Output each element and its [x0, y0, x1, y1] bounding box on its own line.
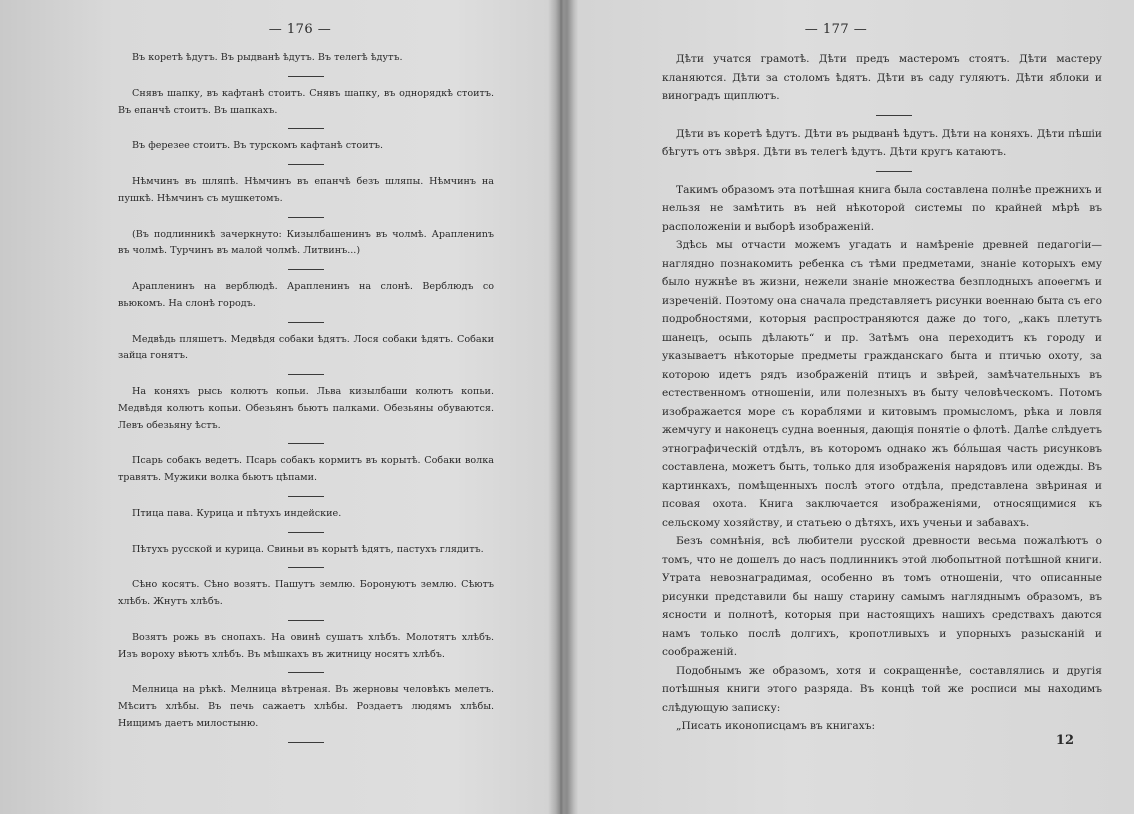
left-page-number: — 176 —: [268, 22, 332, 37]
separator-rule: [288, 217, 324, 218]
separator-rule: [876, 171, 912, 172]
paragraph: „Писать иконописцамъ въ книгахъ:: [676, 720, 876, 732]
paragraph: Такимъ образомъ эта потѣшная книга была составлена полнѣе прежнихъ и нельзя не замѣтить въ ней нѣкоторой системы по крайней мѣрѣ въ расположеніи и выборѣ изображеній.: [662, 183, 1102, 233]
signature-mark: 12: [1055, 733, 1074, 748]
left-page-text: [118, 50, 494, 752]
list-item: Птица пава. Курица и пѣтухъ индейские.: [132, 507, 342, 519]
paragraph: Безъ сомнѣнія, всѣ любители русской древности весьма пожалѣютъ о томъ, что не дошелъ до насъ подлинникъ этой любопытной потѣшной книги. Утрата невознаградимая, особенно въ томъ отношеніи, что описанные рисунки представили бы нашу старину самымъ нагляднымъ образомъ, въ ясности и полнотѣ, которыя при настоящихъ нашихъ средствахъ даются намъ только послѣ долгихъ, кропотливыхъ и упорныхъ разысканій и соображеній.: [662, 535, 1102, 658]
separator-rule: [876, 115, 912, 116]
list-item: Пѣтухъ русской и курица. Свиньи въ корытѣ ѣдятъ, пастухъ глядитъ.: [132, 543, 484, 555]
separator-rule: [288, 532, 324, 533]
separator-rule: [288, 164, 324, 165]
paragraph: Подобнымъ же образомъ, хотя и сокращеннѣе, составлялись и другія потѣшныя книги этого разряда. Въ концѣ той же росписи мы находимъ слѣдующую записку:: [662, 664, 1102, 714]
separator-rule: [288, 620, 324, 621]
list-item: Псарь собакъ ведетъ. Псарь собакъ кормитъ въ корытѣ. Собаки волка травятъ. Мужики волка бьютъ цѣпами.: [118, 455, 494, 483]
list-item: Въ коретѣ ѣдутъ. Въ рыдванѣ ѣдутъ. Въ телегѣ ѣдутъ.: [132, 52, 403, 63]
list-item: Снявъ шапку, въ кафтанѣ стоитъ. Снявъ шапку, въ однорядкѣ стоитъ. Въ епанчѣ стоитъ. Въ шапкахъ.: [118, 87, 494, 116]
list-item: Медвѣдь пляшетъ. Медвѣдя собаки ѣдятъ. Лося собаки ѣдятъ. Собаки зайца гонятъ.: [118, 333, 494, 362]
separator-rule: [288, 322, 324, 323]
separator-rule: [288, 128, 324, 129]
list-item: Возятъ рожь въ снопахъ. На овинѣ сушатъ хлѣбъ. Молотятъ хлѣбъ. Изъ вороху вѣютъ хлѣбъ. Въ мѣшкахъ въ житницу носятъ хлѣбъ.: [118, 631, 494, 660]
list-item: Дѣти учатся грамотѣ. Дѣти предъ мастеромъ стоятъ. Дѣти мастеру кланяются. Дѣти за столомъ ѣдятъ. Дѣти въ саду гуляютъ. Дѣти яблоки и виноградъ щиплютъ.: [662, 53, 1102, 102]
list-item: Нѣмчинъ въ шляпѣ. Нѣмчинъ въ епанчѣ безъ шляпы. Нѣмчинъ на пушкѣ. Нѣмчинъ съ мушкетомъ.: [118, 176, 494, 204]
list-item: Сѣно косятъ. Сѣно возятъ. Пашутъ землю. Боронуютъ землю. Сѣютъ хлѣбъ. Жнутъ хлѣбъ.: [118, 579, 494, 607]
right-page-number: — 177 —: [804, 22, 868, 37]
list-item: Мелница на рѣкѣ. Мелница вѣтреная. Въ жерновы человѣкъ мелетъ. Мѣситъ хлѣбы. Въ печь сажаетъ хлѣбы. Роздаетъ людямъ хлѣбы. Нищимъ даетъ милостыню.: [118, 684, 494, 729]
left-page: [0, 0, 560, 814]
separator-rule: [288, 76, 324, 77]
separator-rule: [288, 269, 324, 270]
separator-rule: [288, 496, 324, 497]
list-item: Дѣти въ коретѣ ѣдутъ. Дѣти въ рыдванѣ ѣдутъ. Дѣти на коняхъ. Дѣти пѣшіи бѣгутъ отъ звѣря. Дѣти въ телегѣ ѣдутъ. Дѣти кругъ катаютъ.: [662, 127, 1102, 158]
list-item: Въ ферезее стоитъ. Въ турскомъ кафтанѣ стоитъ.: [132, 140, 384, 152]
separator-rule: [288, 443, 324, 444]
list-item: Арапленинъ на верблюдѣ. Арапленинъ на слонѣ. Верблюдъ со вьюкомъ. На слонѣ городъ.: [118, 281, 494, 309]
separator-rule: [288, 374, 324, 375]
separator-rule: [288, 742, 324, 743]
right-page-text: [662, 50, 1102, 736]
list-item: (Въ подлинникѣ зачеркнуто: Кизылбашенинъ въ чолмѣ. Араплениnъ въ чолмѣ. Турчинъ въ малой чолмѣ. Литвинъ...): [118, 228, 494, 257]
separator-rule: [288, 672, 324, 673]
list-item: На коняхъ рысь колютъ копьи. Льва кизылбаши колютъ копьи. Медвѣдя колютъ копьи. Обезьянъ бьютъ палками. Обезьяны обуваются. Левъ обезьяну ѣстъ.: [118, 386, 494, 431]
separator-rule: [288, 567, 324, 568]
right-page: [566, 0, 1134, 814]
paragraph: Здѣсь мы отчасти можемъ угадать и намѣреніе древней педагогіи—наглядно познакомить ребенка съ тѣми предметами, знаніе которыхъ ему было нужнѣе въ жизни, нежели знаніе множества безплодныхъ апоѳегмъ и изреченій. Поэтому она сначала представляетъ рисунки военнаю быта съ его подробностями, которыя распространяются даже до того, „какъ плетутъ шанецъ, осыпь дѣлають“ и пр. Затѣмъ она переходитъ къ городу и указываетъ нѣкоторые предметы гражданскаго быта и птичью охоту, за которою идетъ рядъ изображеній птицъ и звѣрей, замѣчательныхъ въ естественномъ отношеніи, или полезныхъ въ быту человѣческомъ. Потомъ изображается море съ кораблями и китовымъ промысломъ, рѣка и ловля жемчугу и наконецъ судна военныя, дающія понятіе о флотѣ. Далѣе слѣдуетъ этнографическій отдѣлъ, въ которомъ однако жъ бóльшая часть рисунковъ составлена, можетъ быть, только для изображенія нарядовъ или одежды. Въ картинкахъ, помѣщенныхъ послѣ этого отдѣла, представлена звѣриная и псовая охота. Книга заключается изображеніями, относящимися къ сельскому хозяйству, и статьею о дѣтяхъ, ихъ ученьи и забавахъ.: [662, 239, 1102, 529]
